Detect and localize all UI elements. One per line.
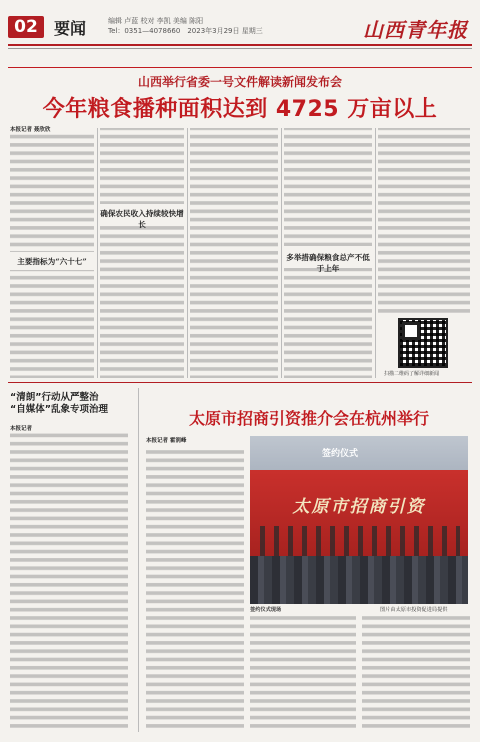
editor-line: 编辑 卢蓝 校对 李凯 美编 陈阳	[108, 17, 204, 25]
column-rule	[375, 128, 376, 378]
photo-caption-right: 图片由太原市投资促进局提供	[380, 607, 448, 613]
article3-byline: 本报记者 霍润峰	[146, 438, 187, 444]
photo-banner: 太原市招商引资	[292, 497, 426, 517]
column-rule	[281, 128, 282, 378]
qr-code-icon[interactable]	[398, 318, 448, 368]
qr-caption: 扫描二维码了解详细新闻	[384, 371, 440, 377]
photo-caption-left: 签约仪式现场	[250, 607, 282, 613]
lead-byline: 本报记者 聂欣欣	[10, 127, 51, 133]
column-rule	[138, 388, 139, 732]
article2-headline-line2: “自媒体”乱象专项治理	[10, 404, 108, 415]
photo-audience	[250, 556, 468, 604]
lead-subhead-1: 主要指标为“六十七”	[17, 257, 87, 266]
article3-headline: 太原市招商引资推介会在杭州举行	[188, 409, 429, 428]
lead-subhead-2: 确保农民收入持续较快增长	[100, 209, 184, 229]
section-title: 要闻	[54, 19, 87, 38]
photo-sign: 签约仪式	[322, 449, 359, 459]
section-divider	[8, 382, 472, 383]
article2-headline	[10, 392, 128, 416]
article2-headline-line1: “清朗”行动从严整治	[10, 392, 99, 403]
column-rule	[97, 128, 98, 378]
masthead-logo: 山西青年报	[363, 18, 468, 42]
lead-headline: 今年粮食播种面积达到 4725 万亩以上	[42, 97, 438, 122]
contact-date-line: Tel：0351—4078660 2023年3月29日 星期三	[108, 27, 263, 35]
lead-subhead-3: 多举措确保粮食总产不低于上年	[286, 253, 370, 273]
column-rule	[187, 128, 188, 378]
article2-byline: 本报记者	[10, 426, 33, 432]
photo-people	[260, 526, 460, 558]
page-number: 02	[8, 16, 44, 38]
lead-kicker: 山西举行省委一号文件解读新闻发布会	[137, 75, 342, 89]
event-photo	[250, 436, 468, 604]
